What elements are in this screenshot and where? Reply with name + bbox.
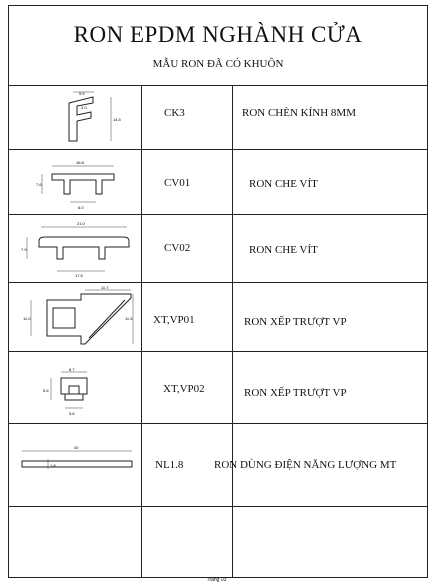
dimension-label: 16.8 <box>76 160 84 165</box>
dimension-label: 6.0 <box>78 205 84 210</box>
dimension-label: 3.0 <box>81 105 87 110</box>
product-code: CV02 <box>164 242 191 254</box>
dimension-label: 5.6 <box>69 411 75 416</box>
product-code: XT,VP01 <box>153 314 195 326</box>
row-divider <box>9 149 427 150</box>
dimension-label: 11.5 <box>125 316 133 321</box>
profile-drawing-xt-vp02 <box>39 364 109 420</box>
dimension-label: 11.0 <box>23 316 31 321</box>
row-divider <box>9 351 427 352</box>
row-divider <box>9 423 427 424</box>
profile-drawing-cv02 <box>19 217 134 279</box>
product-code: XT,VP02 <box>163 383 205 395</box>
dimension-label: 7.6 <box>36 182 42 187</box>
dimension-label: 17.5 <box>75 273 83 278</box>
row-divider <box>9 282 427 283</box>
dimension-label: 5.6 <box>43 388 49 393</box>
dimension-label: 40 <box>74 445 79 450</box>
profile-drawing-xt-vp01 <box>21 284 136 350</box>
column-divider <box>141 85 142 578</box>
product-description: RON CHÈN KÍNH 8MM <box>242 107 356 119</box>
product-description: RON CHE VÍT <box>249 244 318 256</box>
dimension-label: 1.8 <box>50 463 56 468</box>
row-divider <box>9 214 427 215</box>
product-description: RON DÙNG ĐIỆN NĂNG LƯỢNG MT <box>214 459 397 471</box>
dimension-label: 9.5 <box>79 91 85 96</box>
column-divider <box>232 85 233 578</box>
dimension-label: 8.7 <box>69 367 75 372</box>
dimension-label: 11.7 <box>101 285 109 290</box>
product-code: NL1.8 <box>155 459 184 471</box>
catalog-sheet <box>8 5 428 578</box>
product-code: CK3 <box>164 107 185 119</box>
profile-drawing-cv01 <box>34 154 129 212</box>
profile-drawing-nl18 <box>14 431 136 491</box>
page-subtitle: MẪU RON ĐÃ CÓ KHUÔN <box>152 58 284 70</box>
dimension-label: 7.9 <box>21 247 27 252</box>
page-title: RON EPDM NGHÀNH CỬA <box>73 22 363 47</box>
product-description: RON XẾP TRƯỢT VP <box>244 316 347 328</box>
page-number: Trang 03 <box>206 577 227 583</box>
product-description: RON CHE VÍT <box>249 178 318 190</box>
dimension-label: 14.5 <box>113 117 121 122</box>
product-code: CV01 <box>164 177 191 189</box>
profile-drawing-ck3 <box>39 89 129 147</box>
dimension-label: 21.0 <box>77 221 85 226</box>
table-top-line <box>9 85 427 86</box>
product-description: RON XẾP TRƯỢT VP <box>244 387 347 399</box>
row-divider <box>9 506 427 507</box>
